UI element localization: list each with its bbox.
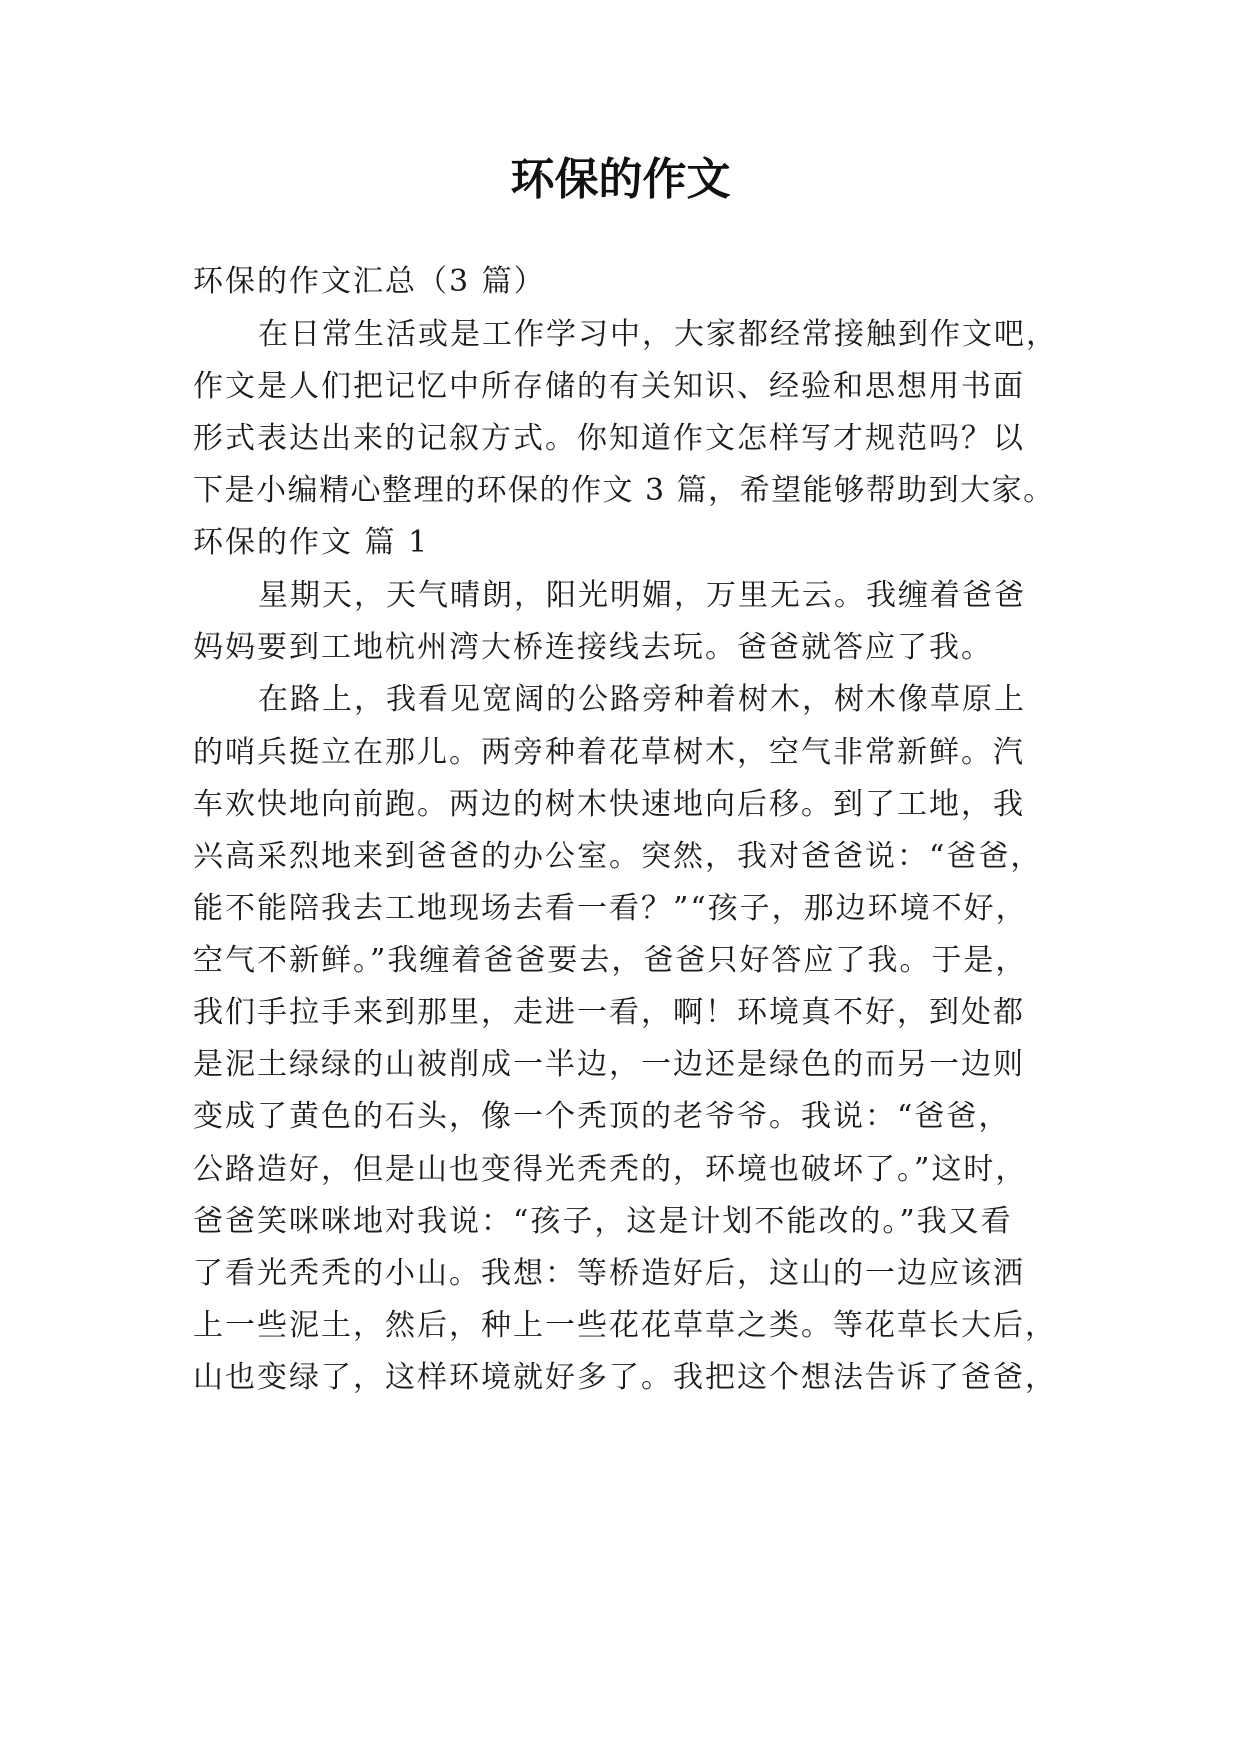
body-line: 是泥土绿绿的山被削成一半边，一边还是绿色的而另一边则 [193, 1047, 1025, 1082]
document-title: 环保的作文 [510, 154, 731, 205]
body-line: 车欢快地向前跑。两边的树木快速地向后移。到了工地，我 [193, 787, 1025, 822]
intro-line: 下是小编精心整理的环保的作文 3 篇，希望能够帮助到大家。 [193, 473, 1055, 508]
body-line: 妈妈要到工地杭州湾大桥连接线去玩。爸爸就答应了我。 [193, 630, 993, 665]
intro-line: 形式表达出来的记叙方式。你知道作文怎样写才规范吗？以 [193, 421, 1025, 456]
body-line: 我们手拉手来到那里，走进一看，啊！环境真不好，到处都 [193, 995, 1025, 1030]
body-line: 的哨兵挺立在那儿。两旁种着花草树木，空气非常新鲜。汽 [193, 735, 1025, 770]
body-line: 兴高采烈地来到爸爸的办公室。突然，我对爸爸说：“爸爸， [193, 839, 1043, 874]
body-line: 星期天，天气晴朗，阳光明媚，万里无云。我缠着爸爸 [258, 578, 1026, 613]
body-line: 了看光秃秃的小山。我想：等桥造好后，这山的一边应该洒 [193, 1256, 1025, 1291]
body-line: 爸爸笑咪咪地对我说：“孩子，这是计划不能改的。”我又看 [193, 1204, 1013, 1239]
subtitle-line: 环保的作文汇总（3 篇） [193, 264, 546, 299]
intro-line: 在日常生活或是工作学习中，大家都经常接触到作文吧， [258, 317, 1058, 352]
body-line: 公路造好，但是山也变得光秃秃的，环境也破坏了。”这时， [193, 1152, 1028, 1187]
body-line: 在路上，我看见宽阔的公路旁种着树木，树木像草原上 [258, 682, 1026, 717]
body-line: 上一些泥土，然后，种上一些花花草草之类。等花草长大后， [193, 1308, 1057, 1343]
body-line: 山也变绿了，这样环境就好多了。我把这个想法告诉了爸爸， [193, 1360, 1057, 1395]
body-line: 空气不新鲜。”我缠着爸爸要去，爸爸只好答应了我。于是， [193, 943, 1028, 978]
body-line: 变成了黄色的石头，像一个秃顶的老爷爷。我说：“爸爸， [193, 1099, 1011, 1134]
intro-line: 作文是人们把记忆中所存储的有关知识、经验和思想用书面 [193, 369, 1025, 404]
body-line: 能不能陪我去工地现场去看一看？”“孩子，那边环境不好， [193, 891, 1028, 926]
section-heading: 环保的作文 篇 1 [193, 525, 430, 560]
